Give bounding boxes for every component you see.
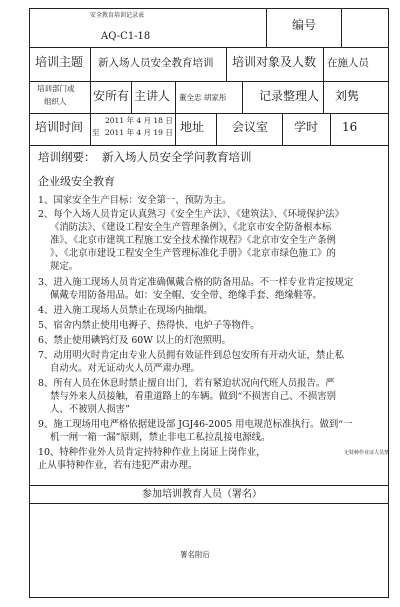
- divider: [216, 113, 217, 145]
- rule-line: 止从事特种作业，若有违犯严肃办理。: [38, 460, 198, 471]
- dept-label-line1: 培训部门或: [37, 84, 75, 93]
- divider: [323, 47, 324, 81]
- date-from: 2011 年 4 月 18 日: [105, 116, 173, 125]
- divider: [341, 9, 342, 47]
- place-label: 地址: [180, 120, 205, 134]
- divider: [242, 81, 243, 113]
- rule-line: 7、动用明火时肯定由专业人员拥有效证件到总包安所有开动火证，禁止私: [38, 350, 344, 361]
- outline-label: 培训纲要：: [38, 150, 96, 164]
- topic-value: 新入场人员安全教育培训: [98, 57, 214, 69]
- divider: [90, 81, 91, 113]
- rule-line: 机一闸一箱一漏”原则，禁止非电工私拉乱接电源线。: [50, 432, 271, 443]
- participants-label: 参加培训教育人员（署名）: [142, 489, 262, 500]
- rule-line: 6、禁止使用碘钨灯及 60W 以上的灯泡照明。: [38, 335, 231, 346]
- rule-line: 2、每个入场人员肯定认真熟习《安全生产法》、《建筑法》、《环境保护法》: [38, 209, 344, 220]
- divider: [175, 81, 176, 113]
- lecturer-value: 董全忠 胡家彤: [179, 93, 227, 102]
- date-to: 2011 年 4 月 19 日: [105, 128, 173, 137]
- hours-label: 学时: [294, 120, 319, 134]
- target-label: 培训对象及人数: [232, 55, 317, 69]
- divider: [30, 145, 388, 146]
- divider: [30, 47, 388, 48]
- divider: [330, 113, 331, 145]
- number-label: 编号: [292, 18, 317, 32]
- rule-line: 《消防法》、《建设工程安全生产管理条例》、《北京市安全防备根本标: [50, 222, 332, 233]
- outline-value: 新入场人员安全学问教育培训: [102, 150, 252, 164]
- recorder-label: 记录整理人: [259, 89, 320, 103]
- to-word: 至: [92, 128, 100, 137]
- target-value: 在施人员: [327, 57, 369, 69]
- rule-line: 1、国家安全生产目标：安全第一、预防为主。: [38, 195, 232, 206]
- divider: [30, 485, 388, 486]
- divider: [131, 81, 132, 113]
- lecturer-label: 主讲人: [134, 89, 171, 103]
- time-label: 培训时间: [35, 120, 84, 134]
- divider: [266, 9, 267, 47]
- divider: [30, 503, 388, 504]
- topic-label: 培训主题: [35, 55, 84, 69]
- divider: [282, 113, 283, 145]
- rule-line: 准》、《北京市建筑工程施工安全技术操作规程》《北京市安全生产条例: [50, 235, 336, 246]
- divider: [90, 113, 91, 145]
- place-value: 会议室: [232, 120, 269, 134]
- divider: [175, 113, 176, 145]
- form-code: AQ-C1-18: [101, 31, 151, 42]
- recorder-value: 刘隽: [335, 89, 360, 103]
- rule-line: 9、施工现场用电严格依据建设部 JGJ46-2005 用电规范标准执行。做到“一: [38, 419, 353, 430]
- divider: [226, 47, 227, 81]
- rule-line: 禁与外来人员接触，看重道路上的车辆。做到“不损害自己、不损害别: [50, 391, 337, 402]
- divider: [30, 81, 388, 82]
- rule-line: 佩戴专用防备用品。如：安全帽、安全带、绝缘手套、绝缘鞋等。: [50, 290, 322, 301]
- side-note: 无特种作业证人员禁: [344, 450, 390, 456]
- signature-note: 署名附后: [180, 550, 210, 559]
- dept-value: 安所有: [93, 89, 130, 103]
- rule-line: 10、特种作业外人员肯定持特种作业上岗证上岗作业，: [38, 447, 266, 458]
- rule-line: 自动火。对无证动火人员严肃办理。: [50, 363, 201, 374]
- rule-line: 》、《北京市建设工程安全生产管理标准化手册》《北京市绿色施工》的: [50, 248, 336, 259]
- divider: [30, 113, 388, 114]
- rule-line: 人、不被别人损害”: [50, 404, 130, 415]
- training-record-form: [29, 8, 389, 598]
- hours-value: 16: [342, 120, 358, 134]
- rule-line: 规定。: [50, 261, 79, 272]
- divider: [323, 81, 324, 113]
- section-subtitle: 企业级安全教育: [38, 175, 115, 188]
- rule-line: 8、所有人员在休息时禁止擅自出门，若有紧迫状况向代班人员报告。严: [38, 378, 335, 389]
- rule-line: 4、进入施工现场人员禁止在现场内抽烟。: [38, 305, 213, 316]
- dept-label-line2: 组织人: [44, 97, 67, 106]
- divider: [90, 47, 91, 81]
- rule-line: 5、宿舍内禁止使用电褥子、热得快、电炉子等物件。: [38, 320, 260, 331]
- form-small-title: 安全教育培训记录表: [90, 12, 145, 19]
- rule-line: 3、进入施工现场人员肯定准确佩戴合格的防备用品。不一样专业肯定按规定: [38, 277, 354, 288]
